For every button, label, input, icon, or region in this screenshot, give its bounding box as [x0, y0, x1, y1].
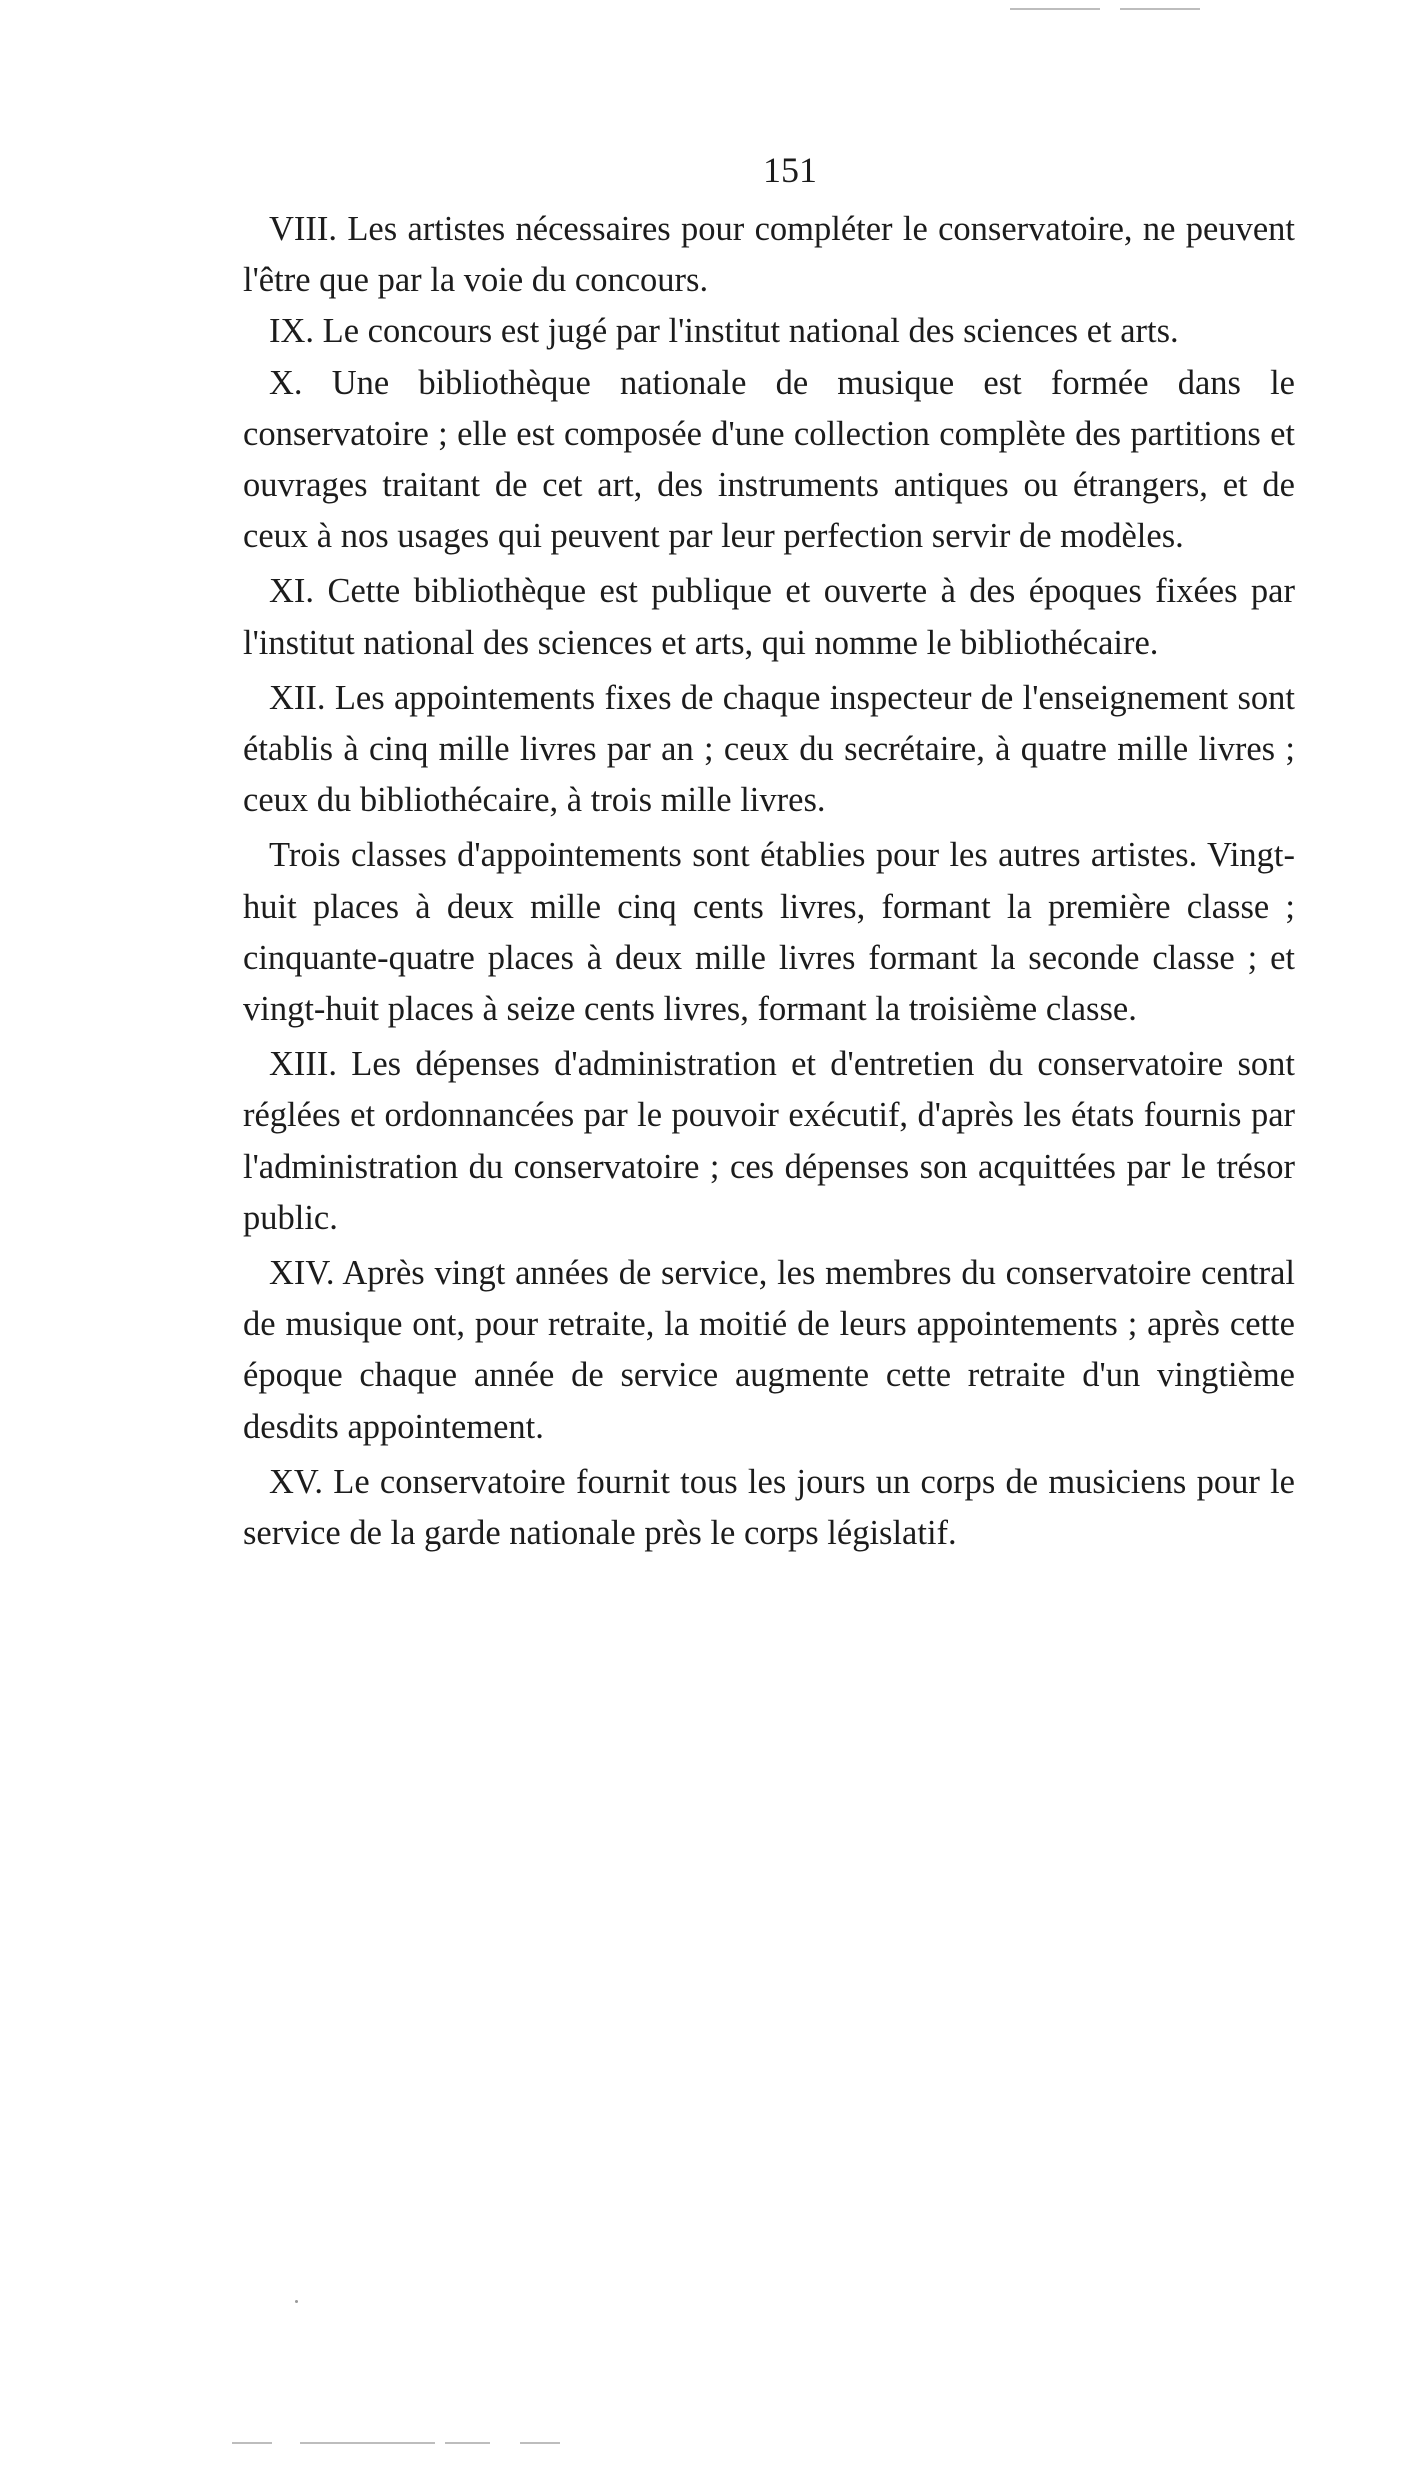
body-text: [243, 204, 1295, 1559]
article-x: X. Une bibliothèque nationale de musique est formée dans le conservatoire ; elle est composée d'une collection complète des partitions et ouvrages traitant de cet art, des instruments antiques ou étrangers, et de ceux à nos usages qui peuvent par leur perfection servir de modèles.: [243, 363, 1295, 556]
article-ix: IX. Le concours est jugé par l'institut national des sciences et arts.: [269, 312, 1179, 351]
scan-artifact-bottom-2: [300, 2442, 360, 2444]
article-xi: XI. Cette bibliothèque est publique et ouverte à des époques fixées par l'institut national des sciences et arts, qui nomme le bibliothécaire.: [243, 572, 1295, 662]
scan-artifact-top: [1010, 8, 1100, 10]
scan-artifact-bottom-4: [445, 2442, 490, 2444]
article-xv: XV. Le conservatoire fournit tous les jours un corps de musiciens pour le service de la garde nationale près le corps législatif.: [243, 1462, 1295, 1553]
scan-artifact-top-right: [1120, 8, 1200, 10]
scan-artifact-bottom-3: [360, 2442, 435, 2444]
article-xii: XII. Les appointements fixes de chaque inspecteur de l'enseignement sont établis à cinq mille livres par an ; ceux du secrétaire, à quatre mille livres ; ceux du bibliothécaire, à trois mille livres.: [243, 678, 1295, 820]
article-xii-classes: Trois classes d'appointements sont établies pour les autres artistes. Vingt-huit places à deux mille cinq cents livres, formant la première classe ; cinquante-quatre places à deux mille livres formant la seconde classe ; et vingt-huit places à seize cents livres, formant la troisième classe.: [243, 836, 1295, 1029]
scan-artifact-bottom-1: [232, 2442, 272, 2444]
article-xiii: XIII. Les dépenses d'administration et d'entretien du conservatoire sont réglées et ordonnancées par le pouvoir exécutif, d'après les états fournis par l'administration du conservatoire ; ces dépenses son acquittées par le trésor public.: [243, 1045, 1295, 1237]
page-number: 151: [763, 150, 817, 190]
scan-speck: [295, 2300, 298, 2303]
scan-artifact-bottom-5: [520, 2442, 560, 2444]
article-viii: VIII. Les artistes nécessaires pour compléter le conservatoire, ne peuvent l'être que par la voie du concours.: [243, 210, 1295, 300]
article-xiv: XIV. Après vingt années de service, les membres du conservatoire central de musique ont, pour retraite, la moitié de leurs appointements ; après cette époque chaque année de service augmente cette retraite d'un vingtième desdits appointement.: [243, 1254, 1295, 1446]
